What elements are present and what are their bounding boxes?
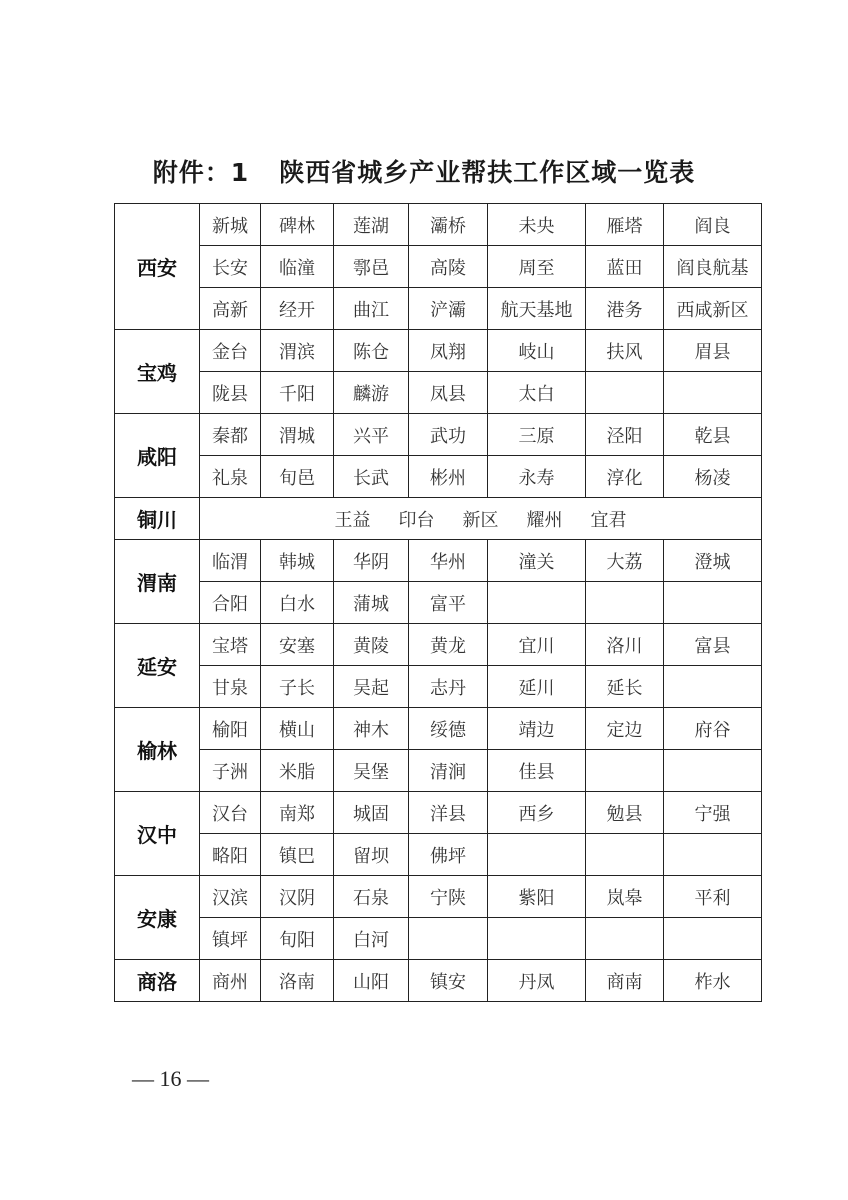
district-cell: 合阳 bbox=[200, 582, 261, 624]
district-cell: 蓝田 bbox=[586, 246, 664, 288]
district-cell: 商州 bbox=[200, 960, 261, 1002]
district-cell: 府谷 bbox=[664, 708, 762, 750]
district-name: 印台 bbox=[398, 509, 435, 531]
district-cell: 雁塔 bbox=[586, 204, 664, 246]
district-cell: 旬阳 bbox=[261, 918, 334, 960]
table-row bbox=[115, 918, 762, 960]
table-row bbox=[115, 624, 762, 666]
district-cell: 淳化 bbox=[586, 456, 664, 498]
district-cell: 高陵 bbox=[409, 246, 488, 288]
district-cell: 高新 bbox=[200, 288, 261, 330]
district-cell: 镇安 bbox=[409, 960, 488, 1002]
district-cell: 乾县 bbox=[664, 414, 762, 456]
city-name: 铜川 bbox=[115, 498, 200, 540]
district-cell: 千阳 bbox=[261, 372, 334, 414]
district-cell: 武功 bbox=[409, 414, 488, 456]
district-cell: 长武 bbox=[334, 456, 409, 498]
district-cell: 靖边 bbox=[488, 708, 586, 750]
district-cell: 阎良 bbox=[664, 204, 762, 246]
district-cell: 未央 bbox=[488, 204, 586, 246]
district-cell: 镇坪 bbox=[200, 918, 261, 960]
region-table bbox=[114, 203, 762, 1002]
district-cell: 兴平 bbox=[334, 414, 409, 456]
table-row bbox=[115, 960, 762, 1002]
district-cell: 紫阳 bbox=[488, 876, 586, 918]
table-row bbox=[115, 330, 762, 372]
district-cell: 渭滨 bbox=[261, 330, 334, 372]
district-cell: 定边 bbox=[586, 708, 664, 750]
district-cell: 凤县 bbox=[409, 372, 488, 414]
district-cell: 神木 bbox=[334, 708, 409, 750]
district-cell: 临潼 bbox=[261, 246, 334, 288]
table-row bbox=[115, 708, 762, 750]
district-cell: 凤翔 bbox=[409, 330, 488, 372]
district-cell bbox=[664, 834, 762, 876]
district-cell: 吴堡 bbox=[334, 750, 409, 792]
district-cell bbox=[586, 582, 664, 624]
district-cell bbox=[664, 372, 762, 414]
district-cell: 碑林 bbox=[261, 204, 334, 246]
district-cell: 勉县 bbox=[586, 792, 664, 834]
district-cell: 潼关 bbox=[488, 540, 586, 582]
district-cell: 新城 bbox=[200, 204, 261, 246]
district-cell bbox=[586, 918, 664, 960]
district-cell: 渭城 bbox=[261, 414, 334, 456]
district-cell: 汉阴 bbox=[261, 876, 334, 918]
district-cell: 洋县 bbox=[409, 792, 488, 834]
title-text: 陕西省城乡产业帮扶工作区域一览表 bbox=[279, 158, 696, 187]
district-cell: 榆阳 bbox=[200, 708, 261, 750]
district-cell: 永寿 bbox=[488, 456, 586, 498]
district-cell: 太白 bbox=[488, 372, 586, 414]
district-cell bbox=[664, 750, 762, 792]
district-cell: 镇巴 bbox=[261, 834, 334, 876]
district-cell: 志丹 bbox=[409, 666, 488, 708]
district-cell: 大荔 bbox=[586, 540, 664, 582]
district-cell bbox=[488, 918, 586, 960]
table-row bbox=[115, 792, 762, 834]
district-cell bbox=[586, 834, 664, 876]
district-cell: 韩城 bbox=[261, 540, 334, 582]
district-cell: 富平 bbox=[409, 582, 488, 624]
district-cell: 白水 bbox=[261, 582, 334, 624]
district-cell: 略阳 bbox=[200, 834, 261, 876]
district-cell: 金台 bbox=[200, 330, 261, 372]
district-cell: 眉县 bbox=[664, 330, 762, 372]
district-cell bbox=[664, 582, 762, 624]
district-cell: 岚皋 bbox=[586, 876, 664, 918]
table-row bbox=[115, 414, 762, 456]
district-cell: 柞水 bbox=[664, 960, 762, 1002]
table-row bbox=[115, 834, 762, 876]
district-cell: 子洲 bbox=[200, 750, 261, 792]
district-cell: 经开 bbox=[261, 288, 334, 330]
district-cell: 宜川 bbox=[488, 624, 586, 666]
district-cell bbox=[664, 666, 762, 708]
district-cell: 陈仓 bbox=[334, 330, 409, 372]
district-cell: 旬邑 bbox=[261, 456, 334, 498]
district-cell: 宁陕 bbox=[409, 876, 488, 918]
district-cell: 扶风 bbox=[586, 330, 664, 372]
table-row bbox=[115, 498, 762, 540]
district-cell bbox=[664, 918, 762, 960]
district-cell: 港务 bbox=[586, 288, 664, 330]
district-cell: 杨凌 bbox=[664, 456, 762, 498]
district-cell: 临渭 bbox=[200, 540, 261, 582]
district-cell: 富县 bbox=[664, 624, 762, 666]
city-name: 渭南 bbox=[115, 540, 200, 624]
district-cell: 西乡 bbox=[488, 792, 586, 834]
district-cell bbox=[488, 582, 586, 624]
district-cell: 宝塔 bbox=[200, 624, 261, 666]
district-cell: 清涧 bbox=[409, 750, 488, 792]
district-cell: 洛川 bbox=[586, 624, 664, 666]
district-cell: 白河 bbox=[334, 918, 409, 960]
district-cell: 礼泉 bbox=[200, 456, 261, 498]
district-cell: 秦都 bbox=[200, 414, 261, 456]
district-cell: 城固 bbox=[334, 792, 409, 834]
district-cell: 丹凤 bbox=[488, 960, 586, 1002]
city-name: 咸阳 bbox=[115, 414, 200, 498]
district-cell: 澄城 bbox=[664, 540, 762, 582]
district-cell: 浐灞 bbox=[409, 288, 488, 330]
district-cell: 长安 bbox=[200, 246, 261, 288]
table-row bbox=[115, 540, 762, 582]
district-cell: 曲江 bbox=[334, 288, 409, 330]
district-cell: 黄陵 bbox=[334, 624, 409, 666]
district-cell: 绥德 bbox=[409, 708, 488, 750]
district-cell: 横山 bbox=[261, 708, 334, 750]
district-cell: 子长 bbox=[261, 666, 334, 708]
table-body bbox=[115, 204, 762, 1002]
district-cell: 鄠邑 bbox=[334, 246, 409, 288]
district-cell: 麟游 bbox=[334, 372, 409, 414]
district-cell: 航天基地 bbox=[488, 288, 586, 330]
district-cell: 甘泉 bbox=[200, 666, 261, 708]
district-cell: 泾阳 bbox=[586, 414, 664, 456]
table-row bbox=[115, 666, 762, 708]
district-cell: 商南 bbox=[586, 960, 664, 1002]
table-row bbox=[115, 876, 762, 918]
district-cell: 安塞 bbox=[261, 624, 334, 666]
page-number: — 16 — bbox=[132, 1066, 209, 1091]
district-cell: 佛坪 bbox=[409, 834, 488, 876]
city-name: 汉中 bbox=[115, 792, 200, 876]
district-cell: 岐山 bbox=[488, 330, 586, 372]
table-row bbox=[115, 246, 762, 288]
district-cell: 莲湖 bbox=[334, 204, 409, 246]
district-cell: 南郑 bbox=[261, 792, 334, 834]
title-prefix: 附件：1 bbox=[152, 158, 250, 187]
district-name: 王益 bbox=[334, 509, 371, 531]
table-row bbox=[115, 204, 762, 246]
city-name: 宝鸡 bbox=[115, 330, 200, 414]
page-title bbox=[0, 153, 848, 189]
district-cell: 黄龙 bbox=[409, 624, 488, 666]
city-name: 商洛 bbox=[115, 960, 200, 1002]
district-name: 耀州 bbox=[526, 509, 563, 531]
district-cell bbox=[409, 918, 488, 960]
district-cell: 汉台 bbox=[200, 792, 261, 834]
table-row bbox=[115, 372, 762, 414]
city-name: 延安 bbox=[115, 624, 200, 708]
district-cell: 延川 bbox=[488, 666, 586, 708]
district-cell: 蒲城 bbox=[334, 582, 409, 624]
district-cell: 留坝 bbox=[334, 834, 409, 876]
district-cell: 平利 bbox=[664, 876, 762, 918]
district-cell: 阎良航基 bbox=[664, 246, 762, 288]
table-row bbox=[115, 582, 762, 624]
district-cell: 灞桥 bbox=[409, 204, 488, 246]
district-cell: 宁强 bbox=[664, 792, 762, 834]
district-name: 新区 bbox=[462, 509, 499, 531]
district-cell: 华阴 bbox=[334, 540, 409, 582]
district-cell: 周至 bbox=[488, 246, 586, 288]
table-row bbox=[115, 456, 762, 498]
district-cell: 延长 bbox=[586, 666, 664, 708]
district-cell bbox=[488, 834, 586, 876]
district-cell: 西咸新区 bbox=[664, 288, 762, 330]
city-name: 西安 bbox=[115, 204, 200, 330]
district-cell bbox=[586, 750, 664, 792]
district-cell: 华州 bbox=[409, 540, 488, 582]
district-cell: 洛南 bbox=[261, 960, 334, 1002]
district-cell: 陇县 bbox=[200, 372, 261, 414]
district-cell: 石泉 bbox=[334, 876, 409, 918]
district-cell: 山阳 bbox=[334, 960, 409, 1002]
district-cell: 汉滨 bbox=[200, 876, 261, 918]
table-row bbox=[115, 750, 762, 792]
district-name: 宜君 bbox=[590, 509, 627, 531]
table-row bbox=[115, 288, 762, 330]
city-name: 安康 bbox=[115, 876, 200, 960]
district-cell: 米脂 bbox=[261, 750, 334, 792]
district-cell: 吴起 bbox=[334, 666, 409, 708]
district-cell: 三原 bbox=[488, 414, 586, 456]
district-cell: 彬州 bbox=[409, 456, 488, 498]
district-cell bbox=[586, 372, 664, 414]
district-cell: 佳县 bbox=[488, 750, 586, 792]
city-name: 榆林 bbox=[115, 708, 200, 792]
district-group-cell bbox=[200, 498, 762, 540]
